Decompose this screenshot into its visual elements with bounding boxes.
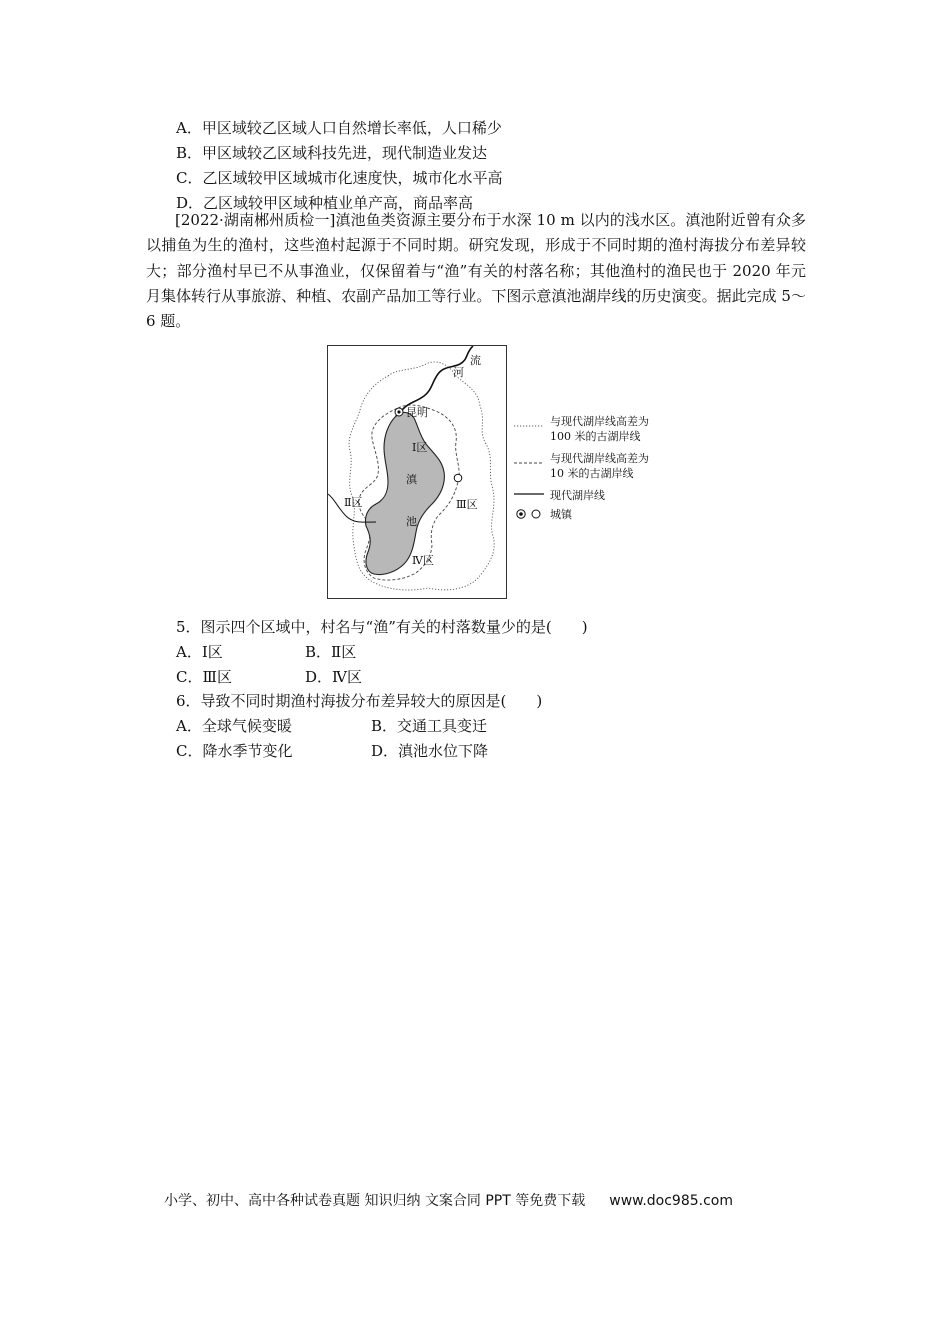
q6-option-d: D．滇池水位下降 bbox=[371, 742, 489, 760]
city-label: 昆明 bbox=[406, 406, 428, 419]
q5-option-a: A．Ⅰ区 bbox=[176, 643, 223, 661]
zone-1-label: Ⅰ区 bbox=[412, 441, 428, 454]
option-d: D．乙区域较甲区域种植业单产高，商品率高 bbox=[176, 194, 474, 212]
river-label-2: 河 bbox=[453, 366, 464, 379]
lake-label-1: 滇 bbox=[406, 473, 417, 486]
q6-option-a: A．全球气候变暖 bbox=[176, 717, 292, 735]
zone-2-label: Ⅱ区 bbox=[344, 496, 363, 509]
zone-4-label: Ⅳ区 bbox=[412, 554, 434, 567]
option-a: A．甲区域较乙区域人口自然增长率低，人口稀少 bbox=[176, 119, 502, 137]
town-icon bbox=[454, 474, 462, 482]
legend-text-modern: 现代湖岸线 bbox=[550, 489, 605, 502]
dashed-line-symbol bbox=[512, 457, 546, 469]
page-footer bbox=[164, 1192, 733, 1210]
lake-label-2: 池 bbox=[406, 515, 417, 528]
zone-3-label: Ⅲ区 bbox=[456, 498, 478, 511]
solid-line-symbol bbox=[512, 488, 546, 500]
legend-text-10m: 与现代湖岸线高差为 10 米的古湖岸线 bbox=[550, 452, 649, 480]
map-legend bbox=[512, 414, 692, 524]
dotted-line-symbol bbox=[512, 420, 546, 432]
q5-option-d: D．Ⅳ区 bbox=[305, 668, 363, 686]
modern-lake bbox=[365, 412, 444, 574]
legend-text-100m: 与现代湖岸线高差为 100 米的古湖岸线 bbox=[550, 415, 649, 443]
footer-url-link[interactable]: www.doc985.com bbox=[609, 1193, 733, 1209]
option-c: C．乙区域较甲区域城市化速度快，城市化水平高 bbox=[176, 169, 503, 187]
q5-option-b: B．Ⅱ区 bbox=[305, 643, 357, 661]
material-paragraph: [2022·湖南郴州质检一]滇池鱼类资源主要分布于水深 10 m 以内的浅水区。滇池附近曾有众多以捕鱼为生的渔村，这些渔村起源于不同时期。研究发现，形成于不同时期的渔村海拔分布差异较大；部分渔村早已不从事渔业，仅保留着与“渔”有关的村落名称；其他渔村的渔民也于 2020 年元月集体转行从事旅游、种植、农副产品加工等行业。下图示意滇池湖岸线的历史演变。据此完成 5～6 题。 bbox=[146, 211, 806, 331]
footer-text: 小学、初中、高中各种试卷真题 知识归纳 文案合同 PPT 等免费下载 bbox=[164, 1193, 586, 1209]
q6-stem: 6．导致不同时期渔村海拔分布差异较大的原因是( ) bbox=[176, 692, 543, 710]
dianchi-map bbox=[327, 345, 507, 599]
q5-stem: 5．图示四个区域中，村名与“渔”有关的村落数量少的是( ) bbox=[176, 618, 588, 636]
q6-option-c: C．降水季节变化 bbox=[176, 742, 293, 760]
river-label-1: 流 bbox=[470, 354, 481, 367]
q5-option-c: C．Ⅲ区 bbox=[176, 668, 232, 686]
legend-text-town: 城镇 bbox=[550, 508, 572, 521]
town-symbol-icon bbox=[512, 507, 546, 519]
q6-option-b: B．交通工具变迁 bbox=[371, 717, 488, 735]
option-b: B．甲区域较乙区域科技先进，现代制造业发达 bbox=[176, 144, 488, 162]
